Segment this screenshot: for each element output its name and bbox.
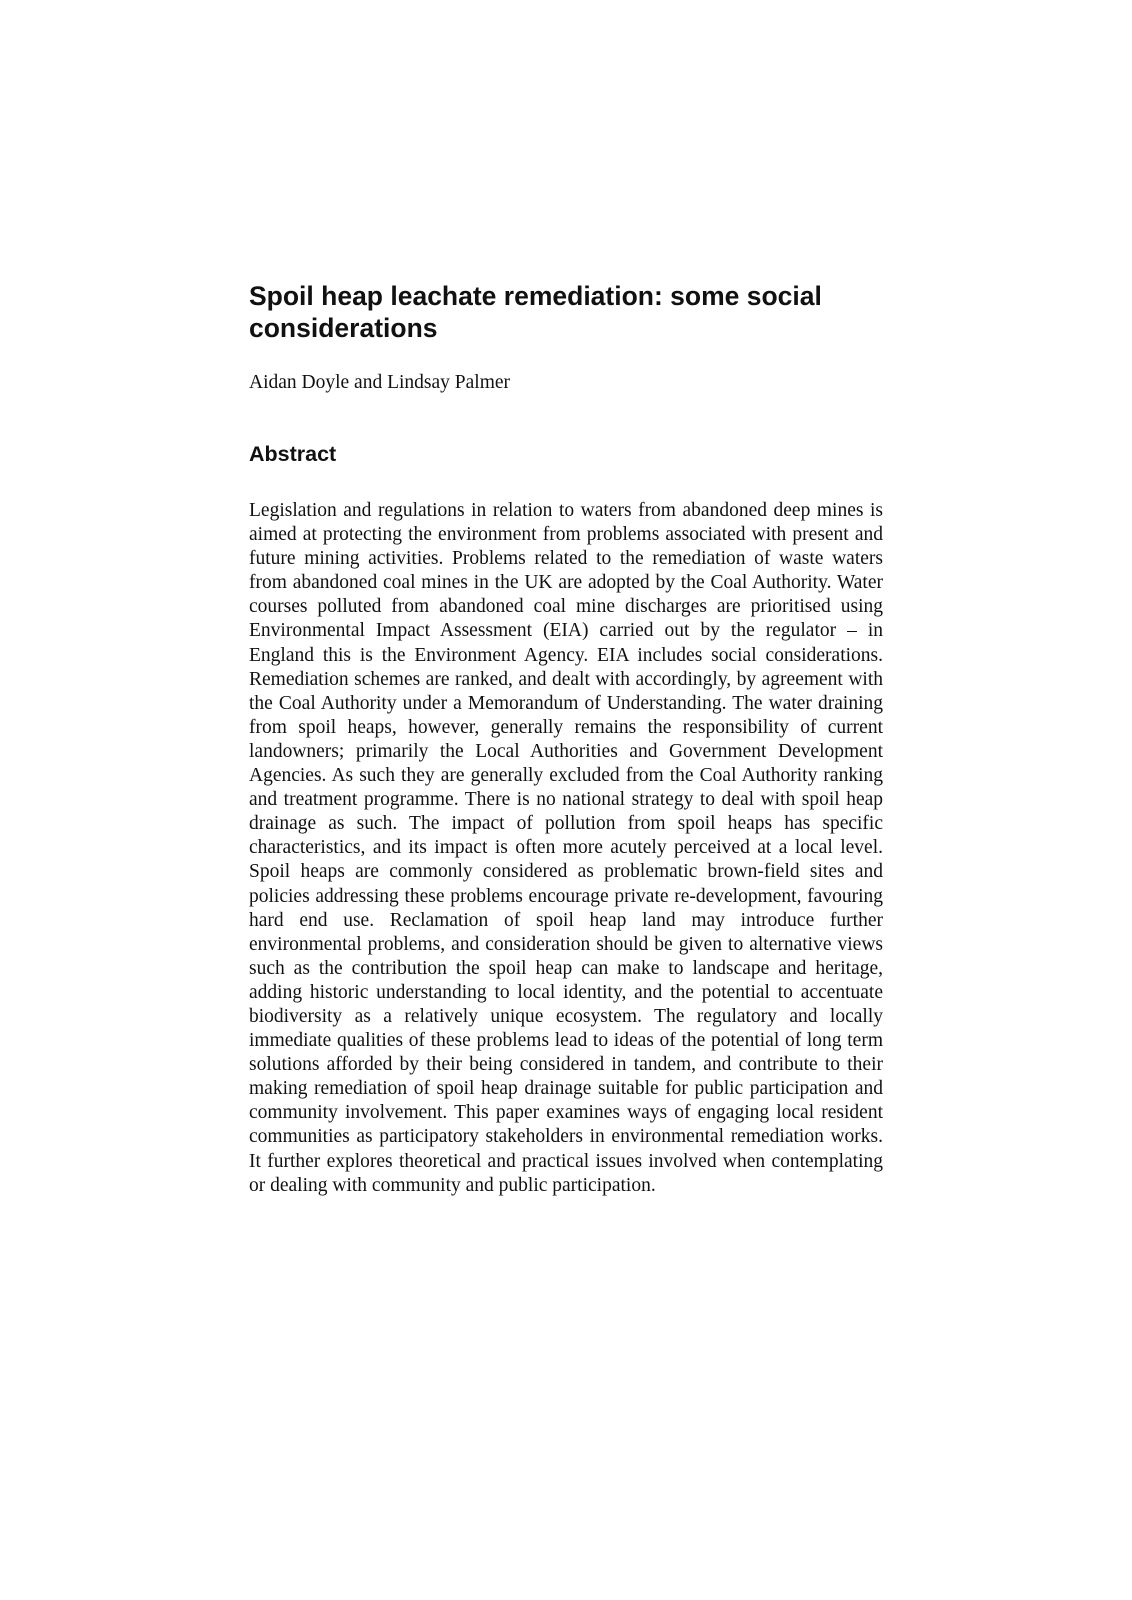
- paper-authors: Aidan Doyle and Lindsay Palmer: [249, 372, 511, 393]
- abstract-heading: Abstract: [249, 442, 337, 466]
- abstract-text: Legislation and regulations in relation to waters from abandoned deep mines is aimed at protecting the environment from problems associated with present and future mining activities. Problems related to the remediation of waste waters from abandoned coal mines in the UK are adopted by the Coal Authority. Water courses polluted from abandoned coal mine discharges are prioritised using Environmental Impact Assessment (EIA) carried out by the regulator – in England this is the Environment Agency. EIA includes social considerations. Remediation schemes are ranked, and dealt with accordingly, by agreement with the Coal Authority under a Memorandum of Understanding. The water draining from spoil heaps, however, generally remains the responsibility of current landowners; primarily the Local Authorities and Government Development Agencies. As such they are generally excluded from the Coal Authority ranking and treatment programme. There is no national strategy to deal with spoil heap drainage as such. The impact of pollution from spoil heaps has specific characteristics, and its impact is often more acutely perceived at a local level. Spoil heaps are commonly considered as problematic brown-field sites and policies addressing these problems encourage private re-development, favouring hard end use. Reclamation of spoil heap land may introduce further environmental problems, and consideration should be given to alternative views such as the contribution the spoil heap can make to landscape and heritage, adding historic understanding to local identity, and the potential to accentuate biodiversity as a relatively unique ecosystem. The regulatory and locally immediate qualities of these problems lead to ideas of the potential of long term solutions afforded by their being considered in tandem, and contribute to their making remediation of spoil heap drainage suitable for public participation and community involvement. This paper examines ways of engaging local resident communities as participatory stakeholders in environmental remediation works. It further explores theoretical and practical issues involved when contemplating or dealing with community and public participation.: [249, 500, 883, 1196]
- paper-content: [249, 280, 883, 1198]
- paper-title: Spoil heap leachate remediation: some social considerations: [249, 281, 822, 343]
